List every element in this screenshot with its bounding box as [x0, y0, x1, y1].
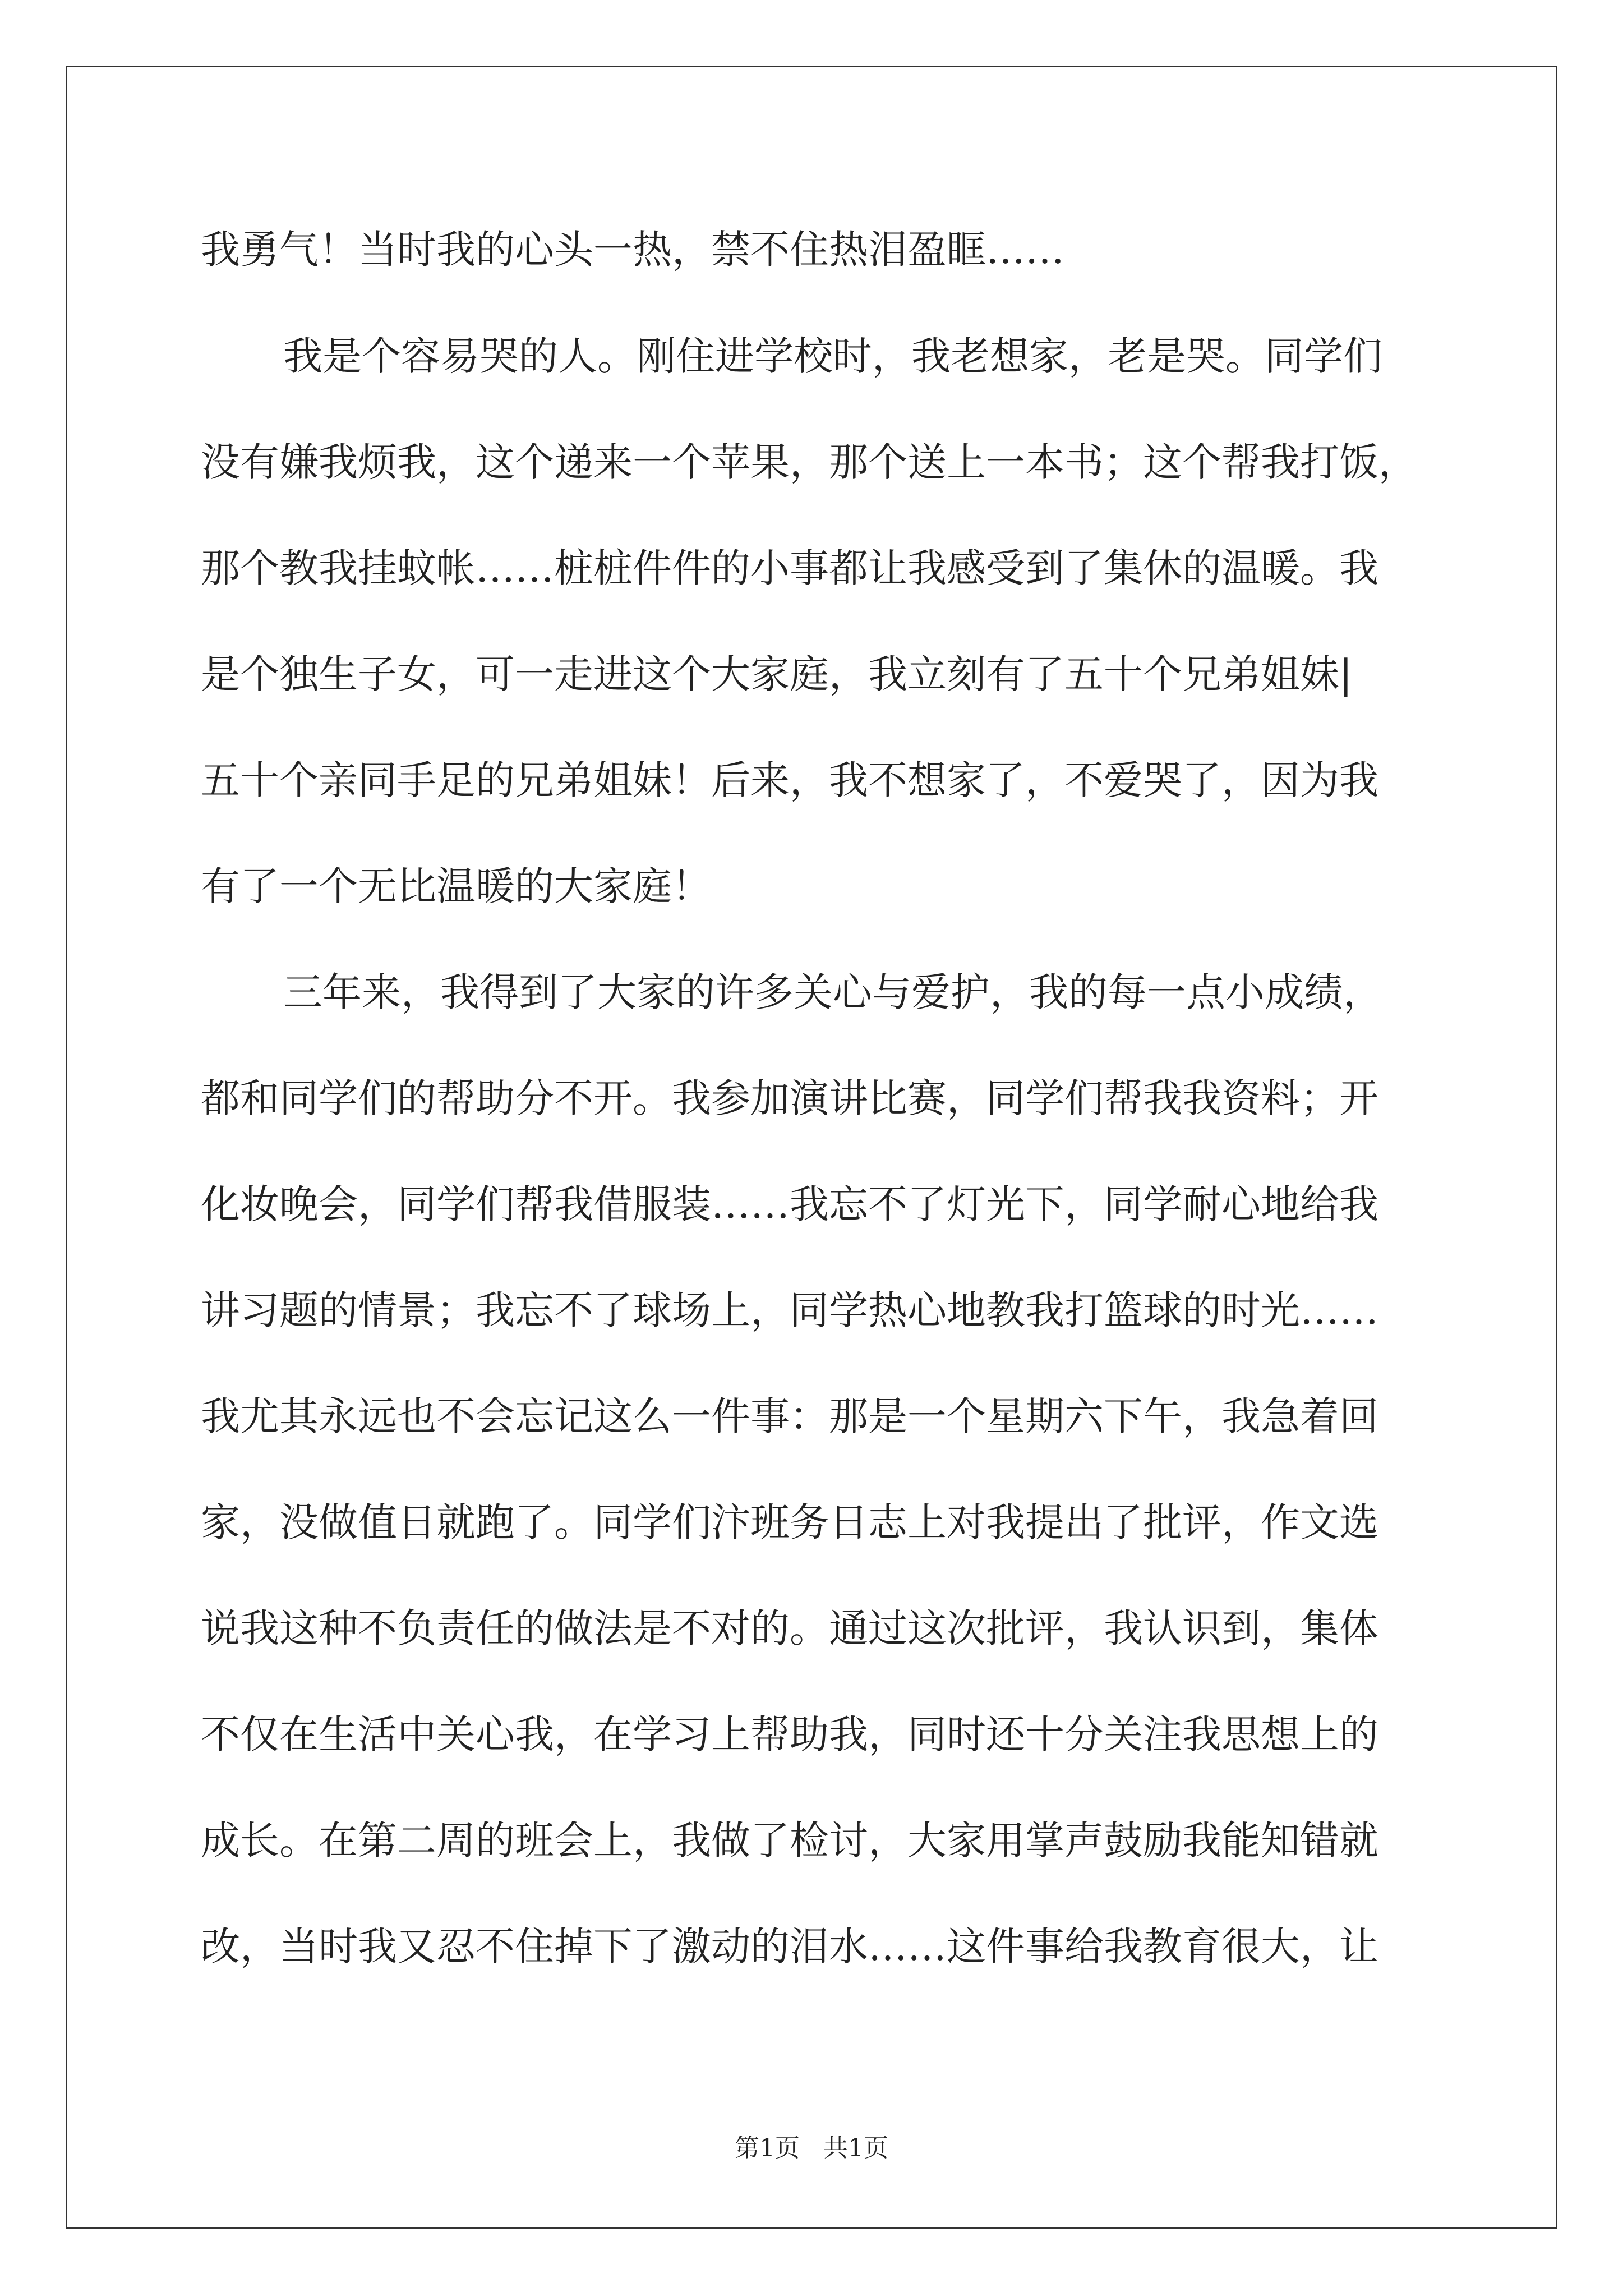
text-line-12: 我尤其永远也不会忘记这么一件事：那是一个星期六下午，我急着回 [201, 1393, 1378, 1439]
text-line-8: 三年来，我得到了大家的许多关心与爱护，我的每一点小成绩， [283, 969, 1382, 1015]
page-number: 第1页 [735, 2134, 800, 2162]
text-line-2: 我是个容易哭的人。刚住进学校时，我老想家，老是哭。同学们 [283, 333, 1382, 379]
text-line-16: 成长。在第二周的班会上，我做了检讨，大家用掌声鼓励我能知错就 [201, 1818, 1378, 1864]
text-line-10: 化妆晚会，同学们帮我借服装……我忘不了灯光下，同学耐心地给我 [201, 1181, 1378, 1227]
text-line-3: 没有嫌我烦我，这个递来一个苹果，那个送上一本书；这个帮我打饭， [201, 439, 1418, 485]
text-line-4: 那个教我挂蚊帐……桩桩件件的小事都让我感受到了集休的温暖。我 [201, 545, 1378, 591]
text-line-13: 家，没做值日就跑了。同学们汴班务日志上对我提出了批评，作文选 [201, 1499, 1378, 1545]
text-line-15: 不仅在生活中关心我，在学习上帮助我，同时还十分关注我思想上的 [201, 1711, 1378, 1757]
page-total: 共1页 [823, 2134, 888, 2162]
text-line-5: 是个独生子女，可一走进这个大家庭，我立刻有了五十个兄弟姐妹| [201, 651, 1353, 697]
page-border [66, 66, 1557, 2229]
text-line-17: 改，当时我又忍不住掉下了激动的泪水……这件事给我教育很大，让 [201, 1924, 1378, 1970]
text-line-11: 讲习题的情景；我忘不了球场上，同学热心地教我打篮球的时光…… [201, 1287, 1378, 1333]
text-line-14: 说我这种不负责任的做法是不对的。通过这次批评，我认识到，集体 [201, 1605, 1378, 1651]
text-line-6: 五十个亲同手足的兄弟姐妹！后来，我不想家了，不爱哭了，因为我 [201, 757, 1378, 803]
text-line-9: 都和同学们的帮助分不开。我参加演讲比赛，同学们帮我我资料；开 [201, 1075, 1378, 1121]
text-line-1: 我勇气！当时我的心头一热，禁不住热泪盈眶…… [201, 227, 1064, 273]
page-footer [0, 2132, 1623, 2165]
text-line-7: 有了一个无比温暖的大家庭！ [201, 863, 711, 909]
